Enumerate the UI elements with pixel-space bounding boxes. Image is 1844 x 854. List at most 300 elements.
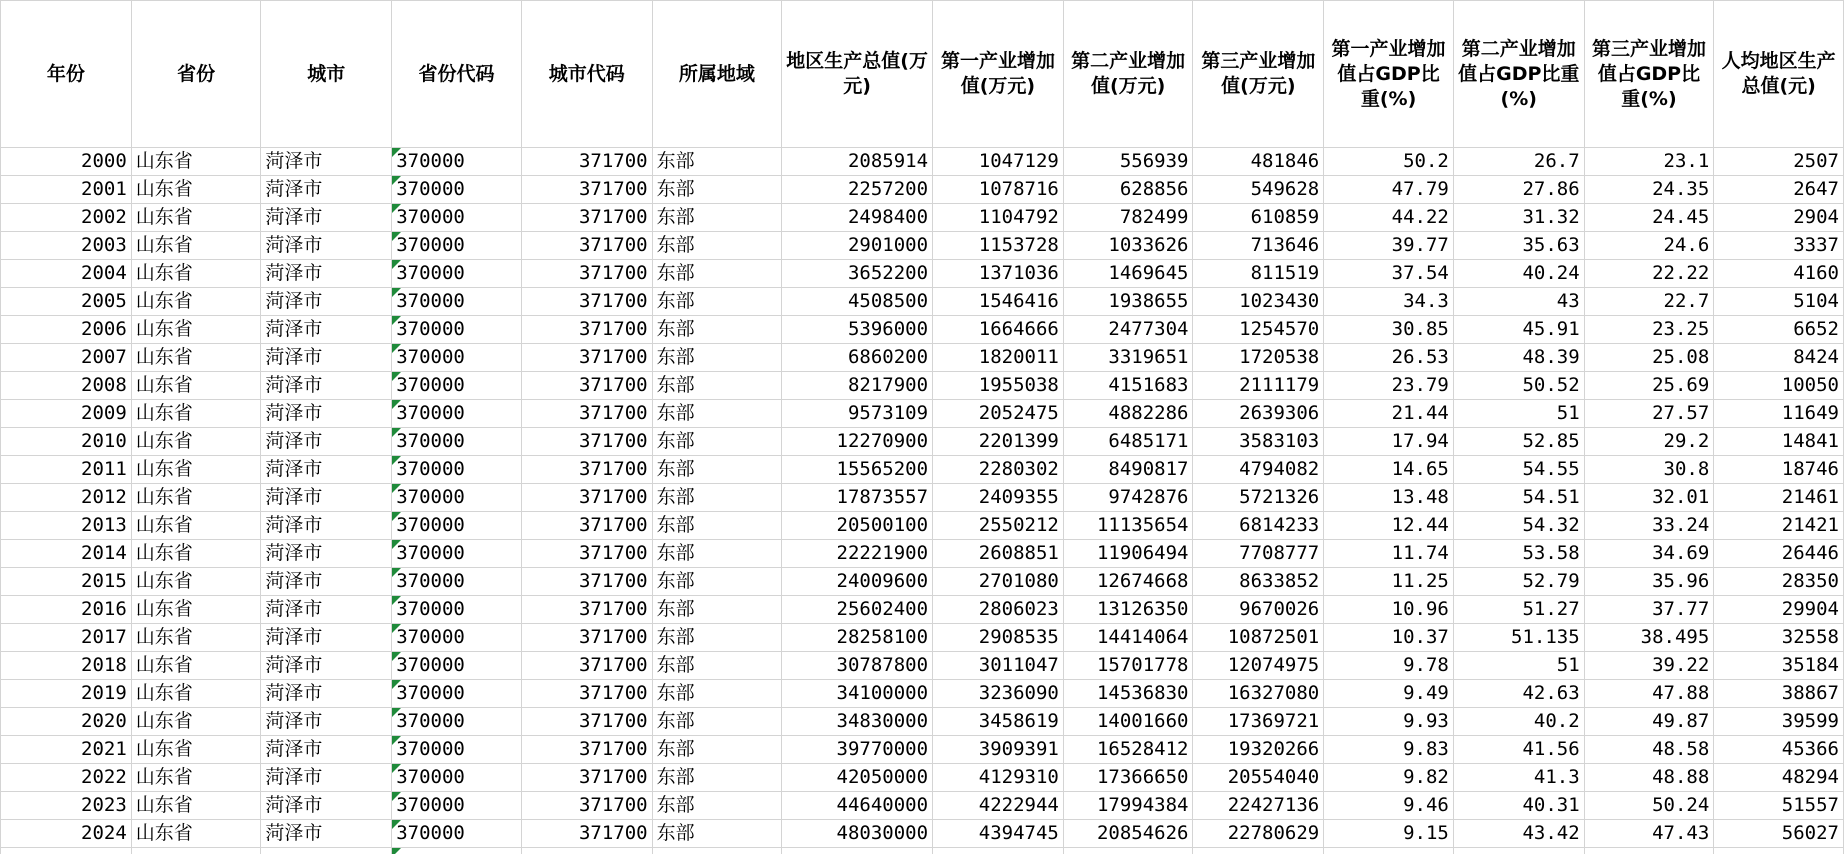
empty-cell[interactable] xyxy=(131,848,261,854)
table-cell[interactable]: 371700 xyxy=(521,736,652,764)
table-cell[interactable]: 东部 xyxy=(652,288,782,316)
table-cell[interactable]: 东部 xyxy=(652,484,782,512)
table-cell[interactable]: 2005 xyxy=(1,288,132,316)
table-cell[interactable]: 40.24 xyxy=(1453,260,1584,288)
table-cell[interactable]: 22221900 xyxy=(782,540,933,568)
table-cell[interactable]: 20554040 xyxy=(1193,764,1324,792)
table-cell[interactable]: 41.56 xyxy=(1453,736,1584,764)
table-cell[interactable]: 24.6 xyxy=(1584,232,1714,260)
table-cell[interactable]: 371700 xyxy=(521,764,652,792)
table-cell[interactable]: 17.94 xyxy=(1324,428,1454,456)
table-cell[interactable]: 14841 xyxy=(1714,428,1844,456)
table-cell[interactable]: 2901000 xyxy=(782,232,933,260)
table-cell[interactable]: 菏泽市 xyxy=(261,148,392,176)
table-cell[interactable]: 8633852 xyxy=(1193,568,1324,596)
empty-cell[interactable] xyxy=(1,848,132,854)
table-cell[interactable]: 2280302 xyxy=(933,456,1064,484)
table-cell[interactable]: 10.37 xyxy=(1324,624,1454,652)
table-cell[interactable]: 47.43 xyxy=(1584,820,1714,848)
table-cell[interactable]: 9.49 xyxy=(1324,680,1454,708)
table-cell[interactable]: 19320266 xyxy=(1193,736,1324,764)
table-cell[interactable]: 371700 xyxy=(521,512,652,540)
table-cell[interactable]: 51 xyxy=(1453,400,1584,428)
table-cell[interactable] xyxy=(392,708,522,736)
table-cell[interactable]: 371700 xyxy=(521,820,652,848)
table-cell[interactable]: 43.42 xyxy=(1453,820,1584,848)
table-cell[interactable] xyxy=(392,820,522,848)
table-cell[interactable]: 山东省 xyxy=(131,400,261,428)
table-cell[interactable]: 2018 xyxy=(1,652,132,680)
table-cell[interactable]: 菏泽市 xyxy=(261,708,392,736)
table-cell[interactable] xyxy=(392,428,522,456)
table-cell[interactable]: 17994384 xyxy=(1063,792,1193,820)
table-cell[interactable]: 3236090 xyxy=(933,680,1064,708)
table-cell[interactable]: 2014 xyxy=(1,540,132,568)
table-cell[interactable]: 2111179 xyxy=(1193,372,1324,400)
table-cell[interactable]: 2647 xyxy=(1714,176,1844,204)
table-cell[interactable]: 24.35 xyxy=(1584,176,1714,204)
table-cell[interactable]: 菏泽市 xyxy=(261,792,392,820)
table-cell[interactable]: 8217900 xyxy=(782,372,933,400)
table-cell[interactable]: 山东省 xyxy=(131,680,261,708)
table-cell[interactable]: 山东省 xyxy=(131,288,261,316)
table-cell[interactable]: 2085914 xyxy=(782,148,933,176)
table-cell[interactable]: 2021 xyxy=(1,736,132,764)
table-cell[interactable]: 2012 xyxy=(1,484,132,512)
table-cell[interactable]: 菏泽市 xyxy=(261,428,392,456)
table-cell[interactable]: 9742876 xyxy=(1063,484,1193,512)
table-cell[interactable]: 2608851 xyxy=(933,540,1064,568)
table-cell[interactable]: 14.65 xyxy=(1324,456,1454,484)
table-cell[interactable]: 22.22 xyxy=(1584,260,1714,288)
table-cell[interactable]: 371700 xyxy=(521,428,652,456)
table-cell[interactable]: 6485171 xyxy=(1063,428,1193,456)
table-cell[interactable]: 6652 xyxy=(1714,316,1844,344)
table-cell[interactable]: 15701778 xyxy=(1063,652,1193,680)
table-cell[interactable]: 2639306 xyxy=(1193,400,1324,428)
table-cell[interactable]: 2409355 xyxy=(933,484,1064,512)
table-cell[interactable]: 9.83 xyxy=(1324,736,1454,764)
column-header[interactable]: 第三产业增加值(万元) xyxy=(1193,1,1324,148)
table-cell[interactable]: 东部 xyxy=(652,624,782,652)
table-cell[interactable]: 菏泽市 xyxy=(261,400,392,428)
table-cell[interactable]: 30.85 xyxy=(1324,316,1454,344)
table-cell[interactable]: 2257200 xyxy=(782,176,933,204)
table-cell[interactable]: 2011 xyxy=(1,456,132,484)
table-cell[interactable]: 山东省 xyxy=(131,568,261,596)
table-cell[interactable]: 13.48 xyxy=(1324,484,1454,512)
table-cell[interactable]: 26.53 xyxy=(1324,344,1454,372)
table-cell[interactable]: 25602400 xyxy=(782,596,933,624)
table-cell[interactable]: 2908535 xyxy=(933,624,1064,652)
table-cell[interactable]: 38.495 xyxy=(1584,624,1714,652)
table-cell[interactable]: 菏泽市 xyxy=(261,764,392,792)
table-cell[interactable]: 25.08 xyxy=(1584,344,1714,372)
column-header[interactable]: 省份 xyxy=(131,1,261,148)
table-cell[interactable]: 54.32 xyxy=(1453,512,1584,540)
table-cell[interactable]: 14414064 xyxy=(1063,624,1193,652)
table-cell[interactable]: 山东省 xyxy=(131,540,261,568)
empty-cell[interactable] xyxy=(1714,848,1844,854)
table-cell[interactable]: 2701080 xyxy=(933,568,1064,596)
table-cell[interactable]: 49.87 xyxy=(1584,708,1714,736)
table-cell[interactable]: 371700 xyxy=(521,456,652,484)
table-cell[interactable]: 23.25 xyxy=(1584,316,1714,344)
table-cell[interactable]: 2020 xyxy=(1,708,132,736)
table-cell[interactable]: 39770000 xyxy=(782,736,933,764)
table-cell[interactable]: 菏泽市 xyxy=(261,624,392,652)
table-cell[interactable]: 山东省 xyxy=(131,176,261,204)
table-cell[interactable]: 菏泽市 xyxy=(261,260,392,288)
table-cell[interactable]: 山东省 xyxy=(131,736,261,764)
table-cell[interactable]: 山东省 xyxy=(131,372,261,400)
table-cell[interactable]: 2016 xyxy=(1,596,132,624)
table-cell[interactable]: 22780629 xyxy=(1193,820,1324,848)
table-cell[interactable] xyxy=(392,232,522,260)
table-cell[interactable]: 菏泽市 xyxy=(261,316,392,344)
table-cell[interactable]: 东部 xyxy=(652,680,782,708)
table-cell[interactable]: 5104 xyxy=(1714,288,1844,316)
table-cell[interactable]: 3583103 xyxy=(1193,428,1324,456)
table-cell[interactable]: 3909391 xyxy=(933,736,1064,764)
table-cell[interactable]: 40.31 xyxy=(1453,792,1584,820)
table-cell[interactable] xyxy=(392,260,522,288)
table-cell[interactable]: 8490817 xyxy=(1063,456,1193,484)
table-cell[interactable]: 东部 xyxy=(652,652,782,680)
table-cell[interactable]: 2002 xyxy=(1,204,132,232)
empty-cell[interactable] xyxy=(1193,848,1324,854)
table-cell[interactable]: 山东省 xyxy=(131,344,261,372)
table-cell[interactable] xyxy=(392,792,522,820)
table-cell[interactable]: 2022 xyxy=(1,764,132,792)
table-cell[interactable]: 50.52 xyxy=(1453,372,1584,400)
table-cell[interactable]: 34100000 xyxy=(782,680,933,708)
table-cell[interactable]: 菏泽市 xyxy=(261,596,392,624)
table-cell[interactable]: 5721326 xyxy=(1193,484,1324,512)
table-cell[interactable]: 4508500 xyxy=(782,288,933,316)
table-cell[interactable]: 47.88 xyxy=(1584,680,1714,708)
table-cell[interactable]: 东部 xyxy=(652,512,782,540)
table-cell[interactable]: 35.63 xyxy=(1453,232,1584,260)
empty-cell[interactable] xyxy=(261,848,392,854)
table-cell[interactable]: 山东省 xyxy=(131,764,261,792)
table-cell[interactable]: 29.2 xyxy=(1584,428,1714,456)
table-cell[interactable]: 25.69 xyxy=(1584,372,1714,400)
table-cell[interactable]: 26446 xyxy=(1714,540,1844,568)
table-cell[interactable]: 东部 xyxy=(652,428,782,456)
table-cell[interactable]: 41.3 xyxy=(1453,764,1584,792)
table-cell[interactable] xyxy=(392,680,522,708)
table-cell[interactable]: 10872501 xyxy=(1193,624,1324,652)
table-cell[interactable] xyxy=(392,736,522,764)
table-cell[interactable]: 东部 xyxy=(652,596,782,624)
table-cell[interactable]: 28258100 xyxy=(782,624,933,652)
table-cell[interactable]: 32558 xyxy=(1714,624,1844,652)
table-cell[interactable]: 32.01 xyxy=(1584,484,1714,512)
table-cell[interactable]: 2507 xyxy=(1714,148,1844,176)
table-cell[interactable]: 东部 xyxy=(652,792,782,820)
table-cell[interactable] xyxy=(392,288,522,316)
table-cell[interactable]: 9.46 xyxy=(1324,792,1454,820)
table-cell[interactable]: 12674668 xyxy=(1063,568,1193,596)
table-cell[interactable]: 1254570 xyxy=(1193,316,1324,344)
table-cell[interactable]: 3011047 xyxy=(933,652,1064,680)
table-cell[interactable]: 山东省 xyxy=(131,792,261,820)
table-cell[interactable]: 39.77 xyxy=(1324,232,1454,260)
table-cell[interactable]: 2052475 xyxy=(933,400,1064,428)
table-cell[interactable]: 菏泽市 xyxy=(261,288,392,316)
table-cell[interactable]: 东部 xyxy=(652,316,782,344)
table-cell[interactable]: 610859 xyxy=(1193,204,1324,232)
table-cell[interactable]: 371700 xyxy=(521,540,652,568)
table-cell[interactable]: 23.1 xyxy=(1584,148,1714,176)
table-cell[interactable]: 54.55 xyxy=(1453,456,1584,484)
table-cell[interactable]: 9670026 xyxy=(1193,596,1324,624)
table-cell[interactable]: 22.7 xyxy=(1584,288,1714,316)
table-cell[interactable]: 山东省 xyxy=(131,204,261,232)
table-cell[interactable]: 菏泽市 xyxy=(261,176,392,204)
table-cell[interactable]: 371700 xyxy=(521,792,652,820)
table-cell[interactable]: 3337 xyxy=(1714,232,1844,260)
table-cell[interactable]: 11.74 xyxy=(1324,540,1454,568)
table-cell[interactable] xyxy=(392,764,522,792)
table-cell[interactable]: 2904 xyxy=(1714,204,1844,232)
table-cell[interactable]: 40.2 xyxy=(1453,708,1584,736)
table-cell[interactable]: 5396000 xyxy=(782,316,933,344)
table-cell[interactable]: 39599 xyxy=(1714,708,1844,736)
table-cell[interactable]: 24.45 xyxy=(1584,204,1714,232)
table-cell[interactable]: 11135654 xyxy=(1063,512,1193,540)
empty-cell[interactable] xyxy=(652,848,782,854)
table-cell[interactable]: 51.135 xyxy=(1453,624,1584,652)
table-cell[interactable]: 10.96 xyxy=(1324,596,1454,624)
table-cell[interactable]: 35.96 xyxy=(1584,568,1714,596)
table-cell[interactable]: 14001660 xyxy=(1063,708,1193,736)
table-cell[interactable]: 山东省 xyxy=(131,260,261,288)
table-cell[interactable]: 56027 xyxy=(1714,820,1844,848)
table-cell[interactable]: 1153728 xyxy=(933,232,1064,260)
table-cell[interactable] xyxy=(392,176,522,204)
table-cell[interactable]: 14536830 xyxy=(1063,680,1193,708)
column-header[interactable]: 第二产业增加值占GDP比重(%) xyxy=(1453,1,1584,148)
empty-cell[interactable] xyxy=(1584,848,1714,854)
table-cell[interactable]: 782499 xyxy=(1063,204,1193,232)
table-cell[interactable]: 2477304 xyxy=(1063,316,1193,344)
table-cell[interactable]: 3652200 xyxy=(782,260,933,288)
table-cell[interactable]: 12270900 xyxy=(782,428,933,456)
table-cell[interactable]: 30787800 xyxy=(782,652,933,680)
table-cell[interactable]: 371700 xyxy=(521,316,652,344)
table-cell[interactable]: 1955038 xyxy=(933,372,1064,400)
table-cell[interactable]: 东部 xyxy=(652,372,782,400)
table-cell[interactable]: 菏泽市 xyxy=(261,456,392,484)
table-cell[interactable]: 东部 xyxy=(652,400,782,428)
table-cell[interactable]: 山东省 xyxy=(131,820,261,848)
table-cell[interactable]: 1938655 xyxy=(1063,288,1193,316)
table-cell[interactable]: 50.24 xyxy=(1584,792,1714,820)
table-cell[interactable]: 44.22 xyxy=(1324,204,1454,232)
table-cell[interactable]: 2009 xyxy=(1,400,132,428)
table-cell[interactable]: 33.24 xyxy=(1584,512,1714,540)
column-header[interactable]: 所属地域 xyxy=(652,1,782,148)
table-cell[interactable]: 48294 xyxy=(1714,764,1844,792)
table-cell[interactable]: 51 xyxy=(1453,652,1584,680)
table-cell[interactable] xyxy=(392,316,522,344)
column-header[interactable]: 城市 xyxy=(261,1,392,148)
table-cell[interactable]: 山东省 xyxy=(131,148,261,176)
table-cell[interactable]: 2024 xyxy=(1,820,132,848)
table-cell[interactable]: 2498400 xyxy=(782,204,933,232)
table-cell[interactable] xyxy=(392,204,522,232)
table-cell[interactable]: 东部 xyxy=(652,176,782,204)
table-cell[interactable]: 42050000 xyxy=(782,764,933,792)
table-cell[interactable]: 菏泽市 xyxy=(261,652,392,680)
table-cell[interactable]: 9.78 xyxy=(1324,652,1454,680)
table-cell[interactable]: 17366650 xyxy=(1063,764,1193,792)
table-cell[interactable] xyxy=(392,652,522,680)
table-cell[interactable]: 371700 xyxy=(521,400,652,428)
table-cell[interactable]: 东部 xyxy=(652,148,782,176)
table-cell[interactable]: 31.32 xyxy=(1453,204,1584,232)
table-cell[interactable]: 山东省 xyxy=(131,316,261,344)
table-cell[interactable]: 24009600 xyxy=(782,568,933,596)
table-cell[interactable] xyxy=(392,596,522,624)
table-cell[interactable]: 30.8 xyxy=(1584,456,1714,484)
table-cell[interactable]: 481846 xyxy=(1193,148,1324,176)
table-cell[interactable]: 12074975 xyxy=(1193,652,1324,680)
table-cell[interactable]: 1371036 xyxy=(933,260,1064,288)
empty-cell[interactable] xyxy=(1063,848,1193,854)
table-cell[interactable]: 371700 xyxy=(521,372,652,400)
table-cell[interactable]: 371700 xyxy=(521,484,652,512)
table-cell[interactable]: 菏泽市 xyxy=(261,820,392,848)
table-cell[interactable]: 4160 xyxy=(1714,260,1844,288)
table-cell[interactable]: 10050 xyxy=(1714,372,1844,400)
column-header[interactable]: 地区生产总值(万元) xyxy=(782,1,933,148)
table-cell[interactable]: 1033626 xyxy=(1063,232,1193,260)
table-cell[interactable]: 菏泽市 xyxy=(261,204,392,232)
table-cell[interactable]: 48030000 xyxy=(782,820,933,848)
table-cell[interactable]: 2023 xyxy=(1,792,132,820)
table-cell[interactable]: 13126350 xyxy=(1063,596,1193,624)
empty-cell[interactable] xyxy=(521,848,652,854)
table-cell[interactable]: 21.44 xyxy=(1324,400,1454,428)
table-cell[interactable]: 4394745 xyxy=(933,820,1064,848)
table-cell[interactable]: 50.2 xyxy=(1324,148,1454,176)
table-cell[interactable]: 东部 xyxy=(652,708,782,736)
table-cell[interactable]: 39.22 xyxy=(1584,652,1714,680)
table-cell[interactable]: 2008 xyxy=(1,372,132,400)
table-cell[interactable]: 11649 xyxy=(1714,400,1844,428)
table-cell[interactable]: 山东省 xyxy=(131,652,261,680)
table-cell[interactable]: 2013 xyxy=(1,512,132,540)
table-cell[interactable]: 713646 xyxy=(1193,232,1324,260)
table-cell[interactable]: 1664666 xyxy=(933,316,1064,344)
table-cell[interactable]: 48.88 xyxy=(1584,764,1714,792)
table-cell[interactable] xyxy=(392,400,522,428)
table-cell[interactable]: 371700 xyxy=(521,708,652,736)
table-cell[interactable]: 山东省 xyxy=(131,624,261,652)
table-cell[interactable]: 6860200 xyxy=(782,344,933,372)
table-cell[interactable]: 38867 xyxy=(1714,680,1844,708)
table-cell[interactable]: 35184 xyxy=(1714,652,1844,680)
table-cell[interactable]: 27.57 xyxy=(1584,400,1714,428)
table-cell[interactable]: 47.79 xyxy=(1324,176,1454,204)
table-cell[interactable]: 2017 xyxy=(1,624,132,652)
table-cell[interactable]: 45366 xyxy=(1714,736,1844,764)
column-header[interactable]: 第一产业增加值(万元) xyxy=(933,1,1064,148)
table-cell[interactable]: 17369721 xyxy=(1193,708,1324,736)
table-cell[interactable] xyxy=(392,372,522,400)
table-cell[interactable]: 8424 xyxy=(1714,344,1844,372)
table-cell[interactable]: 菏泽市 xyxy=(261,344,392,372)
empty-cell[interactable] xyxy=(1324,848,1454,854)
table-cell[interactable]: 9573109 xyxy=(782,400,933,428)
column-header[interactable]: 省份代码 xyxy=(392,1,522,148)
table-cell[interactable]: 1469645 xyxy=(1063,260,1193,288)
table-cell[interactable]: 1078716 xyxy=(933,176,1064,204)
table-cell[interactable]: 2003 xyxy=(1,232,132,260)
table-cell[interactable]: 山东省 xyxy=(131,232,261,260)
table-cell[interactable]: 371700 xyxy=(521,148,652,176)
table-cell[interactable]: 21421 xyxy=(1714,512,1844,540)
table-cell[interactable]: 37.54 xyxy=(1324,260,1454,288)
table-cell[interactable]: 菏泽市 xyxy=(261,232,392,260)
table-cell[interactable]: 371700 xyxy=(521,288,652,316)
table-cell[interactable]: 44640000 xyxy=(782,792,933,820)
table-cell[interactable]: 11.25 xyxy=(1324,568,1454,596)
table-cell[interactable]: 东部 xyxy=(652,344,782,372)
table-cell[interactable]: 3319651 xyxy=(1063,344,1193,372)
table-cell[interactable]: 菏泽市 xyxy=(261,512,392,540)
table-cell[interactable]: 菏泽市 xyxy=(261,568,392,596)
table-cell[interactable]: 45.91 xyxy=(1453,316,1584,344)
table-cell[interactable]: 东部 xyxy=(652,232,782,260)
table-cell[interactable]: 4794082 xyxy=(1193,456,1324,484)
column-header[interactable]: 第三产业增加值占GDP比重(%) xyxy=(1584,1,1714,148)
column-header[interactable]: 年份 xyxy=(1,1,132,148)
table-cell[interactable]: 4151683 xyxy=(1063,372,1193,400)
table-cell[interactable]: 51557 xyxy=(1714,792,1844,820)
table-cell[interactable]: 4882286 xyxy=(1063,400,1193,428)
empty-cell[interactable] xyxy=(1453,848,1584,854)
table-cell[interactable]: 6814233 xyxy=(1193,512,1324,540)
table-cell[interactable]: 371700 xyxy=(521,652,652,680)
table-cell[interactable]: 菏泽市 xyxy=(261,680,392,708)
column-header[interactable]: 第一产业增加值占GDP比重(%) xyxy=(1324,1,1454,148)
table-cell[interactable]: 34.69 xyxy=(1584,540,1714,568)
table-cell[interactable] xyxy=(392,484,522,512)
table-cell[interactable]: 11906494 xyxy=(1063,540,1193,568)
table-cell[interactable]: 15565200 xyxy=(782,456,933,484)
table-cell[interactable]: 1104792 xyxy=(933,204,1064,232)
table-cell[interactable]: 1546416 xyxy=(933,288,1064,316)
table-cell[interactable]: 1047129 xyxy=(933,148,1064,176)
table-cell[interactable]: 山东省 xyxy=(131,708,261,736)
table-cell[interactable]: 549628 xyxy=(1193,176,1324,204)
table-cell[interactable]: 4129310 xyxy=(933,764,1064,792)
column-header[interactable]: 第二产业增加值(万元) xyxy=(1063,1,1193,148)
table-cell[interactable] xyxy=(392,344,522,372)
table-cell[interactable]: 371700 xyxy=(521,176,652,204)
table-cell[interactable]: 18746 xyxy=(1714,456,1844,484)
table-cell[interactable]: 16327080 xyxy=(1193,680,1324,708)
table-cell[interactable]: 菏泽市 xyxy=(261,484,392,512)
table-cell[interactable]: 1720538 xyxy=(1193,344,1324,372)
table-cell[interactable] xyxy=(392,512,522,540)
table-cell[interactable]: 43 xyxy=(1453,288,1584,316)
table-cell[interactable]: 371700 xyxy=(521,568,652,596)
